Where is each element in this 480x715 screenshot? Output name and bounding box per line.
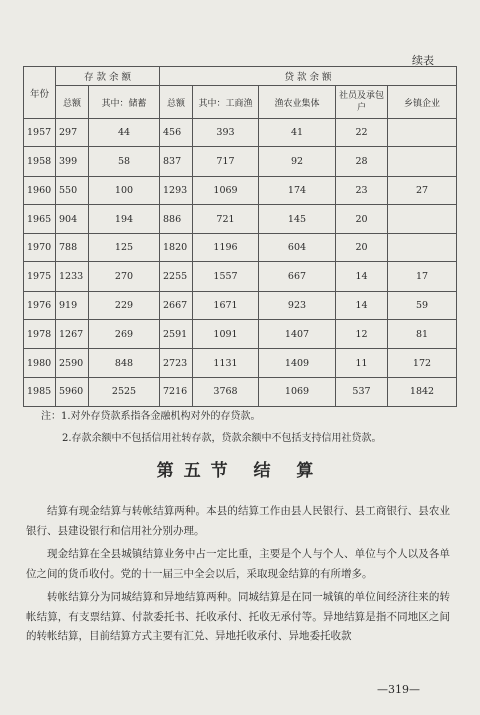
year-cell: 1985 — [24, 377, 56, 406]
value-cell: 22 — [336, 119, 388, 147]
value-cell: 270 — [89, 262, 160, 291]
section-title: 第五节 结 算 — [156, 461, 324, 481]
value-cell — [388, 234, 457, 262]
paragraph: 结算有现金结算与转帐结算两种。本县的结算工作由县人民银行、县工商银行、县农业银行、县建设银行和信用社分别办理。 — [26, 505, 450, 537]
table-body — [24, 119, 457, 407]
value-cell: 17 — [388, 262, 457, 291]
table-row — [24, 119, 457, 147]
value-cell: 14 — [336, 262, 388, 291]
value-cell: 1091 — [193, 320, 259, 349]
value-cell — [388, 204, 457, 233]
continued-label: 续表 — [412, 54, 434, 67]
value-cell: 20 — [336, 234, 388, 262]
col-header: 乡镇企业 — [388, 86, 457, 119]
value-cell: 297 — [56, 119, 89, 147]
col-header: 总额 — [56, 86, 89, 119]
table-row — [24, 176, 457, 204]
value-cell: 11 — [336, 349, 388, 377]
year-cell: 1975 — [24, 262, 56, 291]
table-row — [24, 320, 457, 349]
value-cell: 1233 — [56, 262, 89, 291]
value-cell: 44 — [89, 119, 160, 147]
value-cell: 886 — [160, 204, 193, 233]
value-cell: 7216 — [160, 377, 193, 406]
value-cell: 145 — [259, 204, 336, 233]
value-cell: 1267 — [56, 320, 89, 349]
table-notes — [41, 406, 382, 450]
value-cell: 2525 — [89, 377, 160, 406]
table-row — [24, 262, 457, 291]
value-cell — [388, 119, 457, 147]
table-header-row — [24, 67, 457, 86]
table-row — [24, 377, 457, 406]
table-row — [24, 147, 457, 176]
value-cell: 28 — [336, 147, 388, 176]
value-cell: 837 — [160, 147, 193, 176]
value-cell: 59 — [388, 291, 457, 319]
value-cell: 919 — [56, 291, 89, 319]
value-cell: 1671 — [193, 291, 259, 319]
value-cell: 2591 — [160, 320, 193, 349]
year-cell: 1976 — [24, 291, 56, 319]
year-header: 年份 — [24, 67, 56, 119]
value-cell: 904 — [56, 204, 89, 233]
table-row — [24, 204, 457, 233]
value-cell: 399 — [56, 147, 89, 176]
value-cell: 923 — [259, 291, 336, 319]
year-cell: 1978 — [24, 320, 56, 349]
value-cell: 5960 — [56, 377, 89, 406]
paragraph: 转帐结算分为同城结算和异地结算两种。同城结算是在同一城镇的单位间经济往来的转帐结算，有支票结算、付款委托书、托收承付、托收无承付等。异地结算是指不同地区之间的转帐结算，目前结算方式主要有汇兑、异地托收承付、异地委托收款 — [26, 591, 450, 642]
note-2: 2.存款余额中不包括信用社转存款，贷款余额中不包括支持信用社贷款。 — [62, 433, 382, 444]
year-cell: 1958 — [24, 147, 56, 176]
value-cell: 229 — [89, 291, 160, 319]
value-cell: 604 — [259, 234, 336, 262]
value-cell: 2590 — [56, 349, 89, 377]
table-row — [24, 234, 457, 262]
value-cell: 3768 — [193, 377, 259, 406]
deposit-group-header: 存 款 余 额 — [56, 67, 160, 86]
statistics-table — [23, 66, 457, 407]
table-row — [24, 291, 457, 319]
table-subheader-row — [24, 86, 457, 119]
value-cell: 194 — [89, 204, 160, 233]
value-cell: 100 — [89, 176, 160, 204]
value-cell: 41 — [259, 119, 336, 147]
body-text — [26, 502, 450, 651]
value-cell: 1842 — [388, 377, 457, 406]
col-header: 其中：储蓄 — [89, 86, 160, 119]
value-cell: 1820 — [160, 234, 193, 262]
value-cell: 550 — [56, 176, 89, 204]
value-cell: 456 — [160, 119, 193, 147]
value-cell: 58 — [89, 147, 160, 176]
value-cell: 92 — [259, 147, 336, 176]
year-cell: 1965 — [24, 204, 56, 233]
value-cell: 269 — [89, 320, 160, 349]
paragraph: 现金结算在全县城镇结算业务中占一定比重，主要是个人与个人、单位与个人以及各单位之间的货币收付。党的十一届三中全会以后，采取现金结算的有所增多。 — [26, 548, 450, 580]
value-cell: 2723 — [160, 349, 193, 377]
value-cell: 14 — [336, 291, 388, 319]
col-header: 总额 — [160, 86, 193, 119]
value-cell: 125 — [89, 234, 160, 262]
value-cell: 1557 — [193, 262, 259, 291]
value-cell: 1407 — [259, 320, 336, 349]
table-row — [24, 349, 457, 377]
year-cell: 1957 — [24, 119, 56, 147]
value-cell: 1196 — [193, 234, 259, 262]
value-cell: 81 — [388, 320, 457, 349]
value-cell: 721 — [193, 204, 259, 233]
loan-group-header: 贷 款 余 额 — [160, 67, 457, 86]
page-number: —319— — [377, 683, 420, 696]
value-cell: 20 — [336, 204, 388, 233]
year-cell: 1960 — [24, 176, 56, 204]
value-cell: 1069 — [193, 176, 259, 204]
value-cell: 848 — [89, 349, 160, 377]
value-cell: 1131 — [193, 349, 259, 377]
col-header: 渔农业集体 — [259, 86, 336, 119]
year-cell: 1970 — [24, 234, 56, 262]
value-cell: 717 — [193, 147, 259, 176]
value-cell: 2255 — [160, 262, 193, 291]
value-cell: 1293 — [160, 176, 193, 204]
value-cell — [388, 147, 457, 176]
year-cell: 1980 — [24, 349, 56, 377]
value-cell: 23 — [336, 176, 388, 204]
col-header: 社员及承包户 — [336, 86, 388, 119]
value-cell: 788 — [56, 234, 89, 262]
value-cell: 27 — [388, 176, 457, 204]
value-cell: 1409 — [259, 349, 336, 377]
value-cell: 12 — [336, 320, 388, 349]
note-1: 注：1.对外存贷款系指各金融机构对外的存贷款。 — [41, 411, 261, 422]
value-cell: 174 — [259, 176, 336, 204]
value-cell: 667 — [259, 262, 336, 291]
value-cell: 2667 — [160, 291, 193, 319]
value-cell: 537 — [336, 377, 388, 406]
col-header: 其中：工商渔 — [193, 86, 259, 119]
value-cell: 172 — [388, 349, 457, 377]
value-cell: 1069 — [259, 377, 336, 406]
value-cell: 393 — [193, 119, 259, 147]
